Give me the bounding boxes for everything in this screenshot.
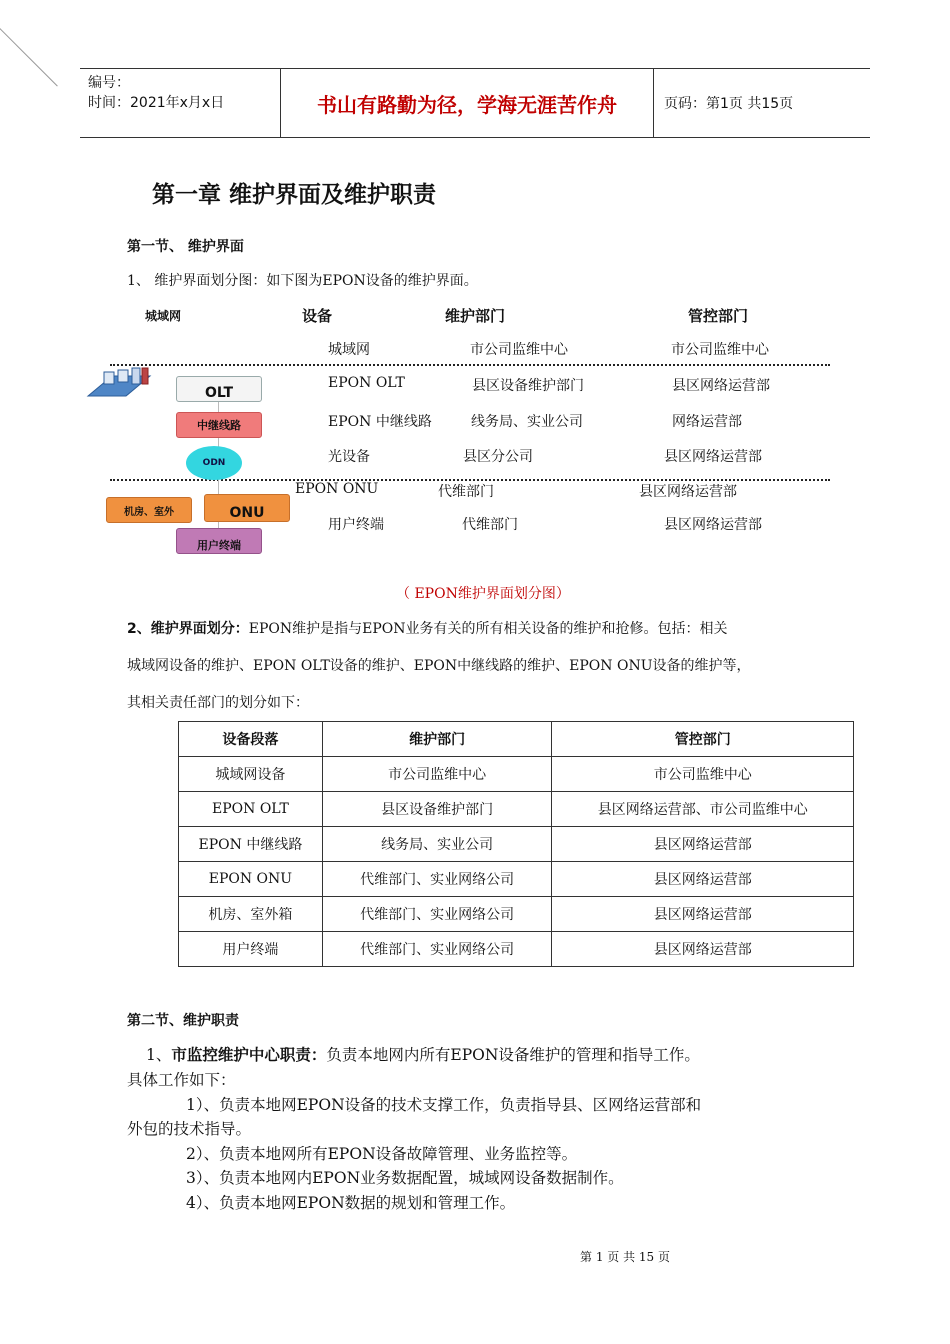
number-label: 编号： [88, 75, 130, 91]
item2-line2: 城域网设备的维护、EPON OLT设备的维护、EPON中继线路的维护、EPON ONU设备的维护等， [127, 658, 751, 674]
diagram-row-control: 县区网络运营部 [639, 484, 737, 500]
table-header: 设备段落 [179, 722, 323, 757]
diagram-row-device: EPON OLT [328, 375, 405, 391]
relay-line-box: 中继线路 [176, 412, 262, 438]
item2-line1 [127, 618, 727, 638]
header-meta [88, 73, 224, 113]
diagram-side-label: 城域网 [145, 309, 182, 323]
table-cell: EPON 中继线路 [179, 827, 323, 862]
section2-title: 第二节、维护职责 [127, 1013, 239, 1029]
duty-item-3: 3）、负责本地网内EPON业务数据配置，城域网设备数据制作。 [186, 1169, 624, 1187]
diagram-row-maint: 线务局、实业公司 [471, 414, 583, 430]
table-row [179, 862, 854, 897]
diagram-row-device: 城域网 [328, 342, 370, 358]
diagram-row-control: 网络运营部 [672, 414, 742, 430]
diagram-header-control: 管控部门 [688, 307, 749, 325]
table-header: 维护部门 [322, 722, 552, 757]
page-number-label: 页码：第1页 共15页 [664, 96, 794, 112]
section2-p1-cont: 具体工作如下： [127, 1071, 236, 1089]
table-cell: 城域网设备 [179, 757, 323, 792]
table-cell: 线务局、实业公司 [322, 827, 552, 862]
diagram-row-maint: 县区分公司 [463, 449, 533, 465]
network-icon [84, 366, 154, 400]
duty-item-1: 1）、负责本地网EPON设备的技术支撑工作，负责指导县、区网络运营部和 [186, 1096, 702, 1114]
table-cell: 县区网络运营部 [552, 897, 854, 932]
p1-number: 1、 [146, 1046, 172, 1064]
table-row [179, 897, 854, 932]
page-footer: 第 1 页 共 15 页 [580, 1250, 670, 1264]
table-row [179, 757, 854, 792]
table-row [179, 827, 854, 862]
table-cell: 县区网络运营部 [552, 862, 854, 897]
table-cell: 市公司监维中心 [552, 757, 854, 792]
onu-box: ONU [204, 494, 290, 522]
table-cell: 县区网络运营部 [552, 932, 854, 967]
item2-text: EPON维护是指与EPON业务有关的所有相关设备的维护和抢修。包括：相关 [248, 621, 728, 637]
odn-ellipse: ODN [186, 446, 242, 480]
table-cell: 代维部门、实业网络公司 [322, 932, 552, 967]
table-cell: 县区网络运营部、市公司监维中心 [552, 792, 854, 827]
diagram-row-device: 光设备 [328, 449, 370, 465]
diagram-row-maint: 代维部门 [438, 484, 494, 500]
table-row [179, 932, 854, 967]
table-row [179, 792, 854, 827]
diagram-row-device: EPON 中继线路 [328, 414, 432, 430]
table-cell: EPON ONU [179, 862, 323, 897]
item2-lead: 2、维护界面划分： [127, 621, 249, 637]
room-outdoor-box: 机房、室外 [106, 497, 192, 523]
section1-title: 第一节、 维护界面 [127, 239, 244, 255]
diagram-row-maint: 市公司监维中心 [470, 342, 568, 358]
table-cell: 用户终端 [179, 932, 323, 967]
p1-text: 负责本地网内所有EPON设备维护的管理和指导工作。 [326, 1046, 700, 1064]
motto: 书山有路勤为径，学海无涯苦作舟 [280, 69, 654, 137]
diagram-row-control: 县区网络运营部 [672, 378, 770, 394]
chapter-title: 第一章 维护界面及维护职责 [152, 182, 437, 208]
diagram-row-maint: 代维部门 [462, 517, 518, 533]
table-cell: 县区设备维护部门 [322, 792, 552, 827]
duty-item-4: 4）、负责本地网EPON数据的规划和管理工作。 [186, 1194, 516, 1212]
item2-line3: 其相关责任部门的划分如下： [127, 695, 309, 711]
page-header [80, 68, 870, 138]
olt-box: OLT [176, 376, 262, 402]
diagram-caption: （ EPON维护界面划分图） [396, 586, 570, 602]
p1-heading: 市监控维护中心职责： [171, 1046, 327, 1064]
diagram-row-control: 市公司监维中心 [671, 342, 769, 358]
table-cell: EPON OLT [179, 792, 323, 827]
corner-fold-line [0, 8, 58, 86]
table-cell: 代维部门、实业网络公司 [322, 897, 552, 932]
diagram-header-maint: 维护部门 [445, 307, 506, 325]
table-cell: 市公司监维中心 [322, 757, 552, 792]
diagram-row-maint: 县区设备维护部门 [472, 378, 584, 394]
table-cell: 机房、室外箱 [179, 897, 323, 932]
diagram-row-device: 用户终端 [328, 517, 384, 533]
section2-p1 [146, 1043, 700, 1065]
duty-item-1-cont: 外包的技术指导。 [127, 1120, 252, 1138]
table-cell: 代维部门、实业网络公司 [322, 862, 552, 897]
time-label: 时间：2021年x月x日 [88, 95, 225, 111]
table-header-row [179, 722, 854, 757]
dotted-divider-top [110, 364, 830, 366]
table-header: 管控部门 [552, 722, 854, 757]
duty-item-2: 2）、负责本地网所有EPON设备故障管理、业务监控等。 [186, 1145, 578, 1163]
diagram-row-control: 县区网络运营部 [664, 517, 762, 533]
responsibility-table [178, 721, 854, 967]
diagram-row-device: EPON ONU [295, 481, 379, 497]
user-terminal-box: 用户终端 [176, 528, 262, 554]
table-cell: 县区网络运营部 [552, 827, 854, 862]
diagram-row-control: 县区网络运营部 [664, 449, 762, 465]
section1-item1: 1、 维护界面划分图：如下图为EPON设备的维护界面。 [127, 273, 478, 289]
diagram-header-device: 设备 [302, 307, 333, 325]
